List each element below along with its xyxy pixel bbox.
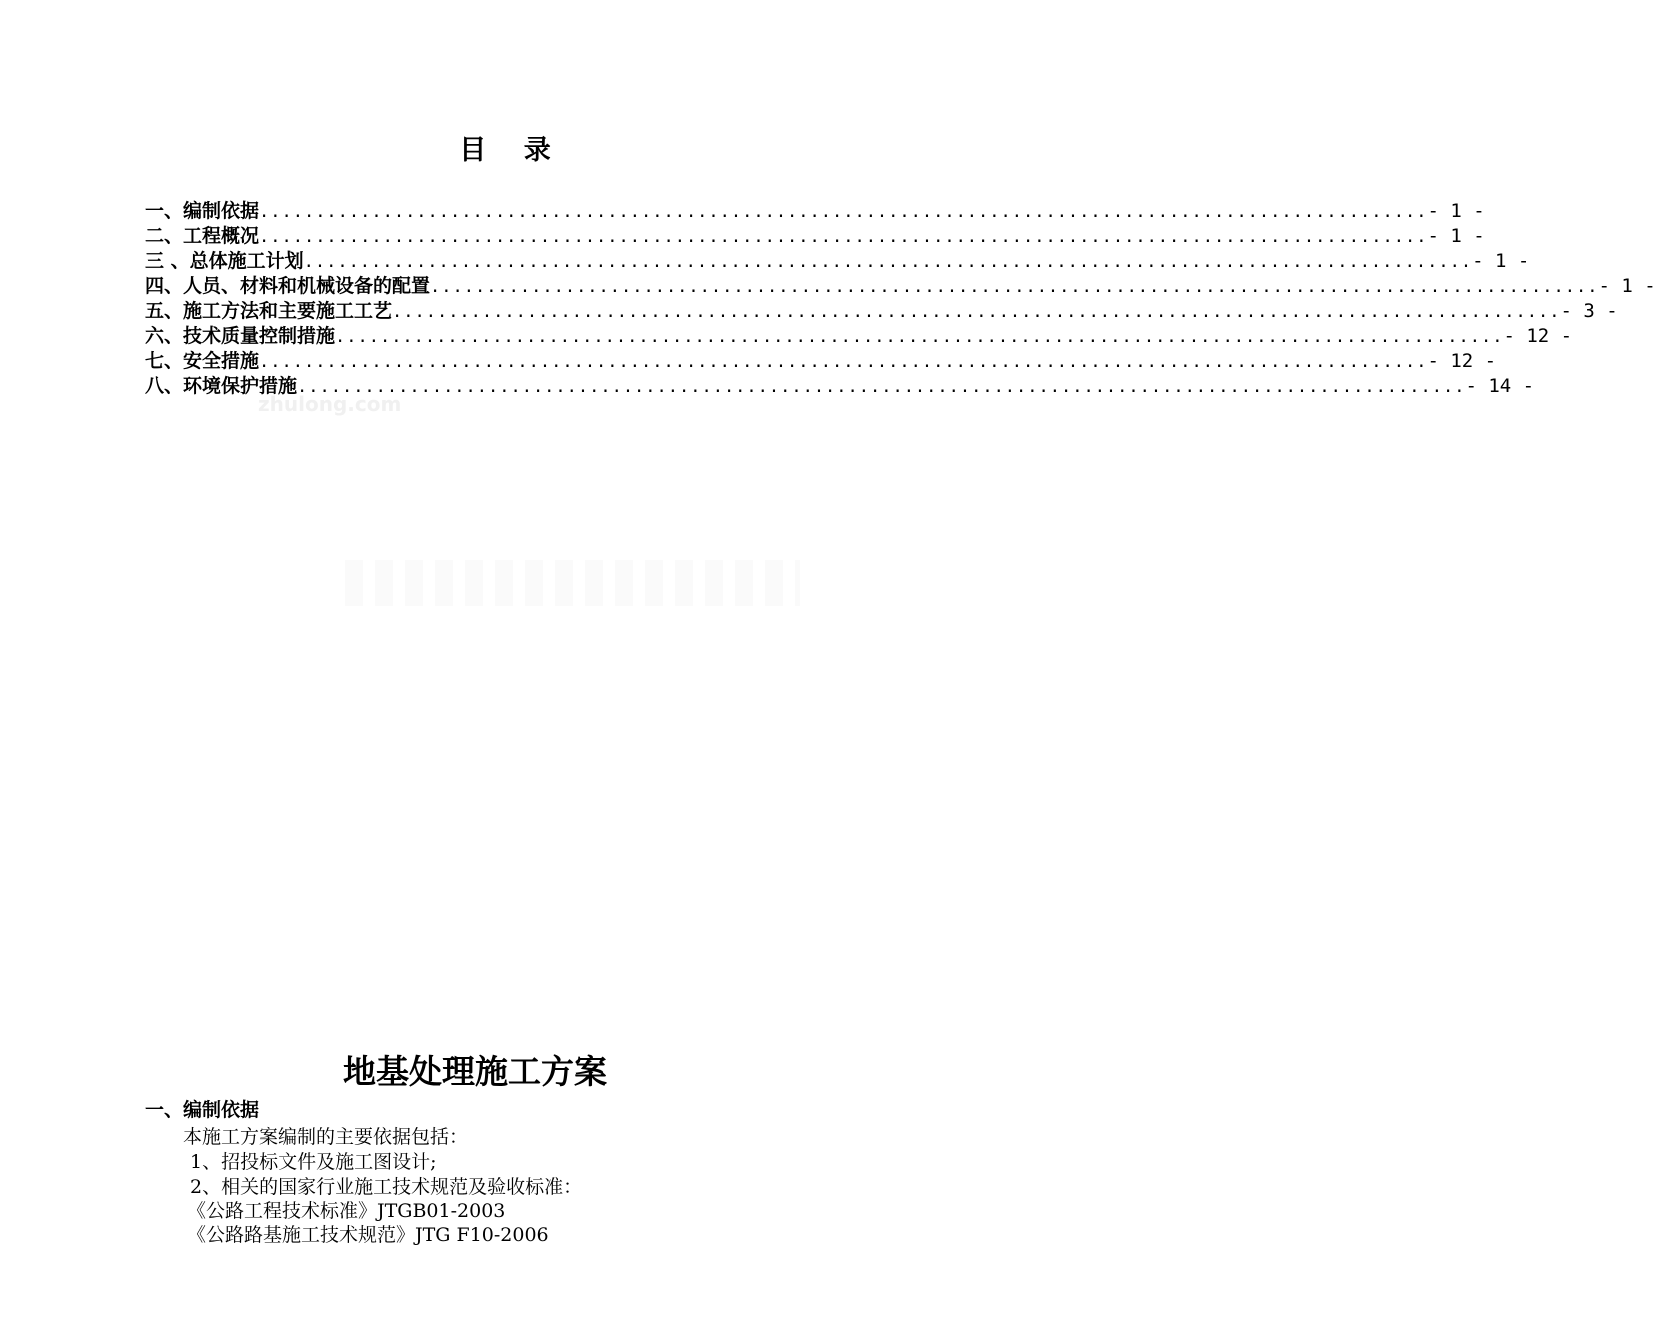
toc-entry <box>145 199 1485 224</box>
toc-entry-page: - 14 - <box>1465 375 1535 397</box>
toc-leader-dots: ........................................................................................................ <box>430 277 1599 297</box>
toc-leader-dots: ........................................................................................................ <box>259 227 1428 247</box>
toc-leader-dots: ........................................................................................................ <box>392 302 1561 322</box>
toc-entry <box>145 374 1535 399</box>
toc-entry-label: 五、施工方法和主要施工工艺 <box>145 300 393 322</box>
toc-leader-dots: ........................................................................................................ <box>297 377 1466 397</box>
toc-entry-page: - 1 - <box>1598 275 1656 297</box>
standard-reference: 《公路工程技术标准》JTGB01-2003 <box>187 1200 506 1222</box>
toc-leader-dots: ........................................................................................................ <box>259 202 1428 222</box>
toc-entry <box>145 324 1573 349</box>
toc-entry-label: 一、编制依据 <box>145 200 260 222</box>
body-paragraph: 本施工方案编制的主要依据包括： <box>183 1126 469 1148</box>
toc-entry-label: 二、工程概况 <box>145 225 260 247</box>
body-list-item: 1、招投标文件及施工图设计; <box>190 1151 437 1173</box>
toc-entry-page: - 1 - <box>1427 200 1485 222</box>
toc-entry-label: 七、安全措施 <box>145 350 260 372</box>
toc-entry <box>145 224 1485 249</box>
toc-entry-label: 四、人员、材料和机械设备的配置 <box>145 275 431 297</box>
table-of-contents <box>145 199 1656 399</box>
watermark-logo <box>345 560 800 606</box>
toc-entry-page: - 12 - <box>1427 350 1497 372</box>
document-title: 地基处理施工方案 <box>343 1052 607 1091</box>
watermark-text: zhulong.com <box>258 392 402 416</box>
toc-leader-dots: ........................................................................................................ <box>259 352 1428 372</box>
toc-entry <box>145 274 1656 299</box>
toc-entry-page: - 12 - <box>1503 325 1573 347</box>
toc-title: 目 录 <box>459 135 565 166</box>
toc-entry-label: 三 、总体施工计划 <box>145 250 304 272</box>
toc-entry-label: 六、技术质量控制措施 <box>145 325 336 347</box>
toc-entry-page: - 1 - <box>1472 250 1530 272</box>
standard-reference: 《公路路基施工技术规范》JTG F10-2006 <box>187 1224 549 1246</box>
toc-entry <box>145 299 1618 324</box>
section-heading: 一、编制依据 <box>145 1099 260 1121</box>
toc-entry-page: - 3 - <box>1560 300 1618 322</box>
toc-entry <box>145 349 1497 374</box>
toc-entry-label: 八、环境保护措施 <box>145 375 298 397</box>
body-list-item: 2、相关的国家行业施工技术规范及验收标准： <box>190 1176 583 1198</box>
toc-entry <box>145 249 1530 274</box>
toc-entry-page: - 1 - <box>1427 225 1485 247</box>
toc-leader-dots: ........................................................................................................ <box>335 327 1504 347</box>
toc-leader-dots: ........................................................................................................ <box>303 252 1473 272</box>
